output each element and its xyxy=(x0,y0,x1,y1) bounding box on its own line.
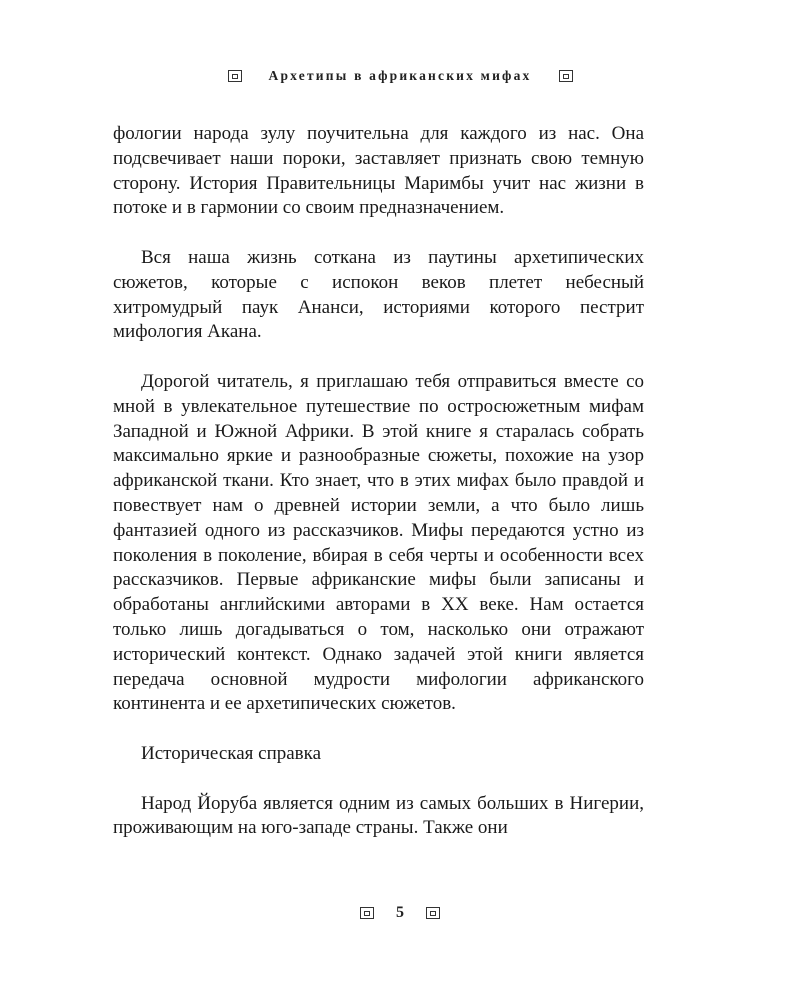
square-ornament-icon xyxy=(360,907,374,919)
page-body-text xyxy=(113,122,644,841)
paragraph-yoruba: Народ Йоруба является одним из самых больших в Нигерии, проживающим на юго-западе страны. Также они xyxy=(113,792,644,839)
square-ornament-icon xyxy=(228,70,242,82)
paragraph-anansi: Вся наша жизнь соткана из паутины архетипических сюжетов, которые с испокон веков плетет небесный хитромудрый паук Ананси, историями которого пестрит мифология Акана. xyxy=(113,246,644,343)
paragraph-reader-invitation: Дорогой читатель, я приглашаю тебя отправиться вместе со мной в увлекательное путешествие по остросюжетным мифам Западной и Южной Африки. В этой книге я старалась собрать максимально яркие и разнообразные сюжеты, похожие на узор африканской ткани. Кто знает, что в этих мифах было правдой и повествует нам о древней истории земли, а что было лишь фантазией одного из рассказчиков. Мифы передаются устно из поколения в поколение, вбирая в себя черты и особенности всех рассказчиков. Первые африканские мифы были записаны и обработаны английскими авторами в XX веке. Нам остается только лишь догадываться о том, насколько они отражают исторический контекст. Однако задачей этой книги является передача основной мудрости мифологии африканского континента и ее архетипических сюжетов. xyxy=(113,370,644,715)
running-header xyxy=(0,66,800,86)
square-ornament-icon xyxy=(559,70,573,82)
running-header-title: Архетипы в африканских мифах xyxy=(268,68,532,83)
page-footer xyxy=(0,902,800,924)
paragraph-gap xyxy=(113,345,644,370)
section-heading-historical-note: Историческая справка xyxy=(141,742,322,764)
square-ornament-icon xyxy=(426,907,440,919)
paragraph-gap xyxy=(113,717,644,742)
paragraph-gap xyxy=(113,221,644,246)
paragraph-gap xyxy=(113,767,644,792)
page-number: 5 xyxy=(396,904,404,921)
paragraph-continuation: фологии народа зулу поучительна для каждого из нас. Она подсвечивает наши пороки, заставляет признать свою темную сторону. История Правительницы Маримбы учит нас жизни в потоке и в гармонии со своим предназначением. xyxy=(113,123,644,219)
